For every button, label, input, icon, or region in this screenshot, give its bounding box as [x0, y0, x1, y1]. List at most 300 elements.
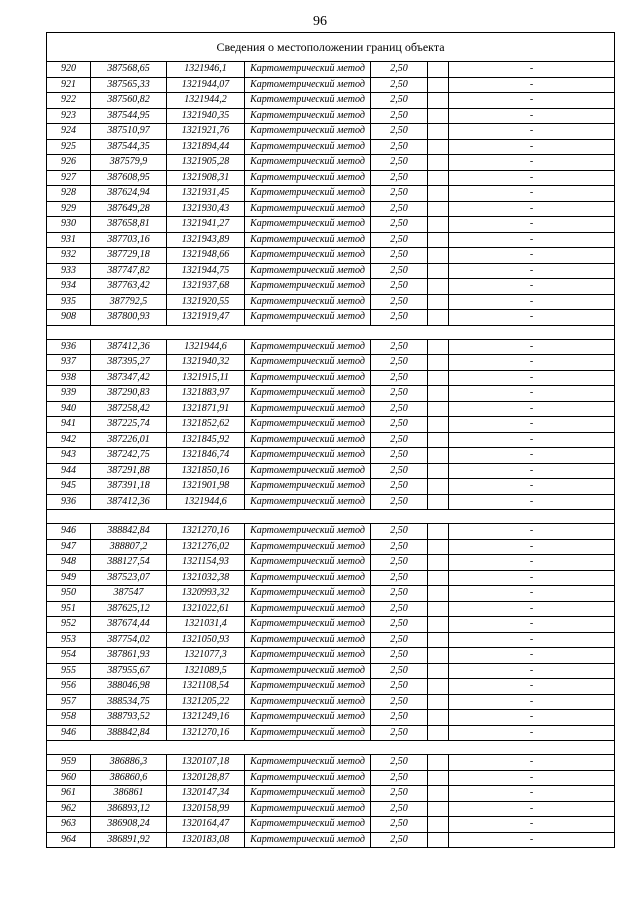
- coord-y: 1321944,75: [167, 264, 245, 279]
- coord-y: 1321937,68: [167, 279, 245, 294]
- precision-cell: 2,50: [371, 633, 428, 648]
- empty-cell: [428, 555, 449, 570]
- method-cell: Картометрический метод: [245, 417, 371, 432]
- point-number: 951: [47, 602, 91, 617]
- method-cell: Картометрический метод: [245, 279, 371, 294]
- coord-x: 386860,6: [91, 771, 167, 786]
- description-cell: -: [529, 402, 534, 414]
- table-row: [47, 571, 614, 587]
- precision-cell: 2,50: [371, 386, 428, 401]
- precision-cell: 2,50: [371, 433, 428, 448]
- method-cell: Картометрический метод: [245, 248, 371, 263]
- precision-cell: 2,50: [371, 402, 428, 417]
- point-number: 933: [47, 264, 91, 279]
- description-cell: -: [529, 63, 534, 74]
- coord-y: 1321908,31: [167, 171, 245, 186]
- description-cell: -: [529, 802, 534, 814]
- coord-x: 387568,65: [91, 62, 167, 77]
- table-row: [47, 464, 614, 480]
- method-cell: Картометрический метод: [245, 695, 371, 710]
- coord-y: 1321850,16: [167, 464, 245, 479]
- coord-y: 1321089,5: [167, 664, 245, 679]
- precision-cell: 2,50: [371, 340, 428, 355]
- precision-cell: 2,50: [371, 540, 428, 555]
- precision-cell: 2,50: [371, 755, 428, 770]
- boundary-table: [46, 32, 615, 848]
- precision-cell: 2,50: [371, 817, 428, 832]
- coord-y: 1321948,66: [167, 248, 245, 263]
- description-cell: -: [529, 233, 534, 245]
- table-row: [47, 586, 614, 602]
- coord-x: 388046,98: [91, 679, 167, 694]
- method-cell: Картометрический метод: [245, 355, 371, 370]
- coord-y: 1321205,22: [167, 695, 245, 710]
- empty-cell: [428, 386, 449, 401]
- table-row: [47, 109, 614, 125]
- coord-y: 1320158,99: [167, 802, 245, 817]
- table-row: [47, 833, 614, 849]
- empty-cell: [428, 109, 449, 124]
- coord-x: 387608,95: [91, 171, 167, 186]
- precision-cell: 2,50: [371, 155, 428, 170]
- empty-cell: [428, 726, 449, 741]
- coord-x: 388793,52: [91, 710, 167, 725]
- description-cell: -: [529, 649, 534, 660]
- method-cell: Картометрический метод: [245, 124, 371, 139]
- table-row: [47, 279, 614, 295]
- coord-x: 387258,42: [91, 402, 167, 417]
- precision-cell: 2,50: [371, 726, 428, 741]
- method-cell: Картометрический метод: [245, 555, 371, 570]
- coord-x: 387565,33: [91, 78, 167, 93]
- description-cell: -: [529, 340, 534, 352]
- coord-x: 386861: [91, 786, 167, 801]
- point-number: 953: [47, 633, 91, 648]
- point-number: 921: [47, 78, 91, 93]
- point-number: 943: [47, 448, 91, 463]
- precision-cell: 2,50: [371, 355, 428, 370]
- description-cell: -: [529, 78, 534, 90]
- point-number: 939: [47, 386, 91, 401]
- method-cell: Картометрический метод: [245, 664, 371, 679]
- precision-cell: 2,50: [371, 571, 428, 586]
- point-number: 946: [47, 726, 91, 741]
- table-row: [47, 186, 614, 202]
- coord-x: 387391,18: [91, 479, 167, 494]
- empty-cell: [428, 371, 449, 386]
- empty-cell: [428, 464, 449, 479]
- precision-cell: 2,50: [371, 586, 428, 601]
- description-cell: -: [529, 433, 534, 445]
- method-cell: Картометрический метод: [245, 648, 371, 663]
- point-number: 927: [47, 171, 91, 186]
- method-cell: Картометрический метод: [245, 571, 371, 586]
- group-separator: [47, 510, 614, 524]
- table-row: [47, 124, 614, 140]
- coord-y: 1321845,92: [167, 433, 245, 448]
- precision-cell: 2,50: [371, 202, 428, 217]
- precision-cell: 2,50: [371, 78, 428, 93]
- coord-x: 386891,92: [91, 833, 167, 848]
- coord-x: 388842,84: [91, 524, 167, 539]
- empty-cell: [428, 710, 449, 725]
- precision-cell: 2,50: [371, 802, 428, 817]
- method-cell: Картометрический метод: [245, 540, 371, 555]
- method-cell: Картометрический метод: [245, 586, 371, 601]
- table-row: [47, 755, 614, 771]
- coord-x: 387544,95: [91, 109, 167, 124]
- precision-cell: 2,50: [371, 310, 428, 325]
- coord-x: 387658,81: [91, 217, 167, 232]
- description-cell: -: [529, 140, 534, 152]
- coord-x: 387291,88: [91, 464, 167, 479]
- description-cell: -: [529, 187, 534, 198]
- coord-y: 1321883,97: [167, 386, 245, 401]
- point-number: 930: [47, 217, 91, 232]
- method-cell: Картометрический метод: [245, 433, 371, 448]
- method-cell: Картометрический метод: [245, 264, 371, 279]
- point-number: 948: [47, 555, 91, 570]
- precision-cell: 2,50: [371, 93, 428, 108]
- point-number: 908: [47, 310, 91, 325]
- precision-cell: 2,50: [371, 279, 428, 294]
- point-number: 938: [47, 371, 91, 386]
- point-number: 964: [47, 833, 91, 848]
- coord-y: 1321154,93: [167, 555, 245, 570]
- method-cell: Картометрический метод: [245, 679, 371, 694]
- table-row: [47, 78, 614, 94]
- description-cell: -: [529, 618, 534, 629]
- description-cell: -: [529, 695, 534, 707]
- table-row: [47, 264, 614, 280]
- method-cell: Картометрический метод: [245, 186, 371, 201]
- method-cell: Картометрический метод: [245, 755, 371, 770]
- coord-x: 388127,54: [91, 555, 167, 570]
- description-cell: -: [529, 756, 534, 767]
- coord-y: 1321944,2: [167, 93, 245, 108]
- description-cell: -: [529, 202, 534, 214]
- point-number: 929: [47, 202, 91, 217]
- table-row: [47, 802, 614, 818]
- description-cell: -: [529, 680, 534, 691]
- empty-cell: [428, 140, 449, 155]
- coord-x: 387703,16: [91, 233, 167, 248]
- table-row: [47, 202, 614, 218]
- empty-cell: [428, 340, 449, 355]
- empty-cell: [428, 186, 449, 201]
- coord-y: 1320993,32: [167, 586, 245, 601]
- precision-cell: 2,50: [371, 448, 428, 463]
- method-cell: Картометрический метод: [245, 386, 371, 401]
- empty-cell: [428, 755, 449, 770]
- table-row: [47, 433, 614, 449]
- empty-cell: [428, 448, 449, 463]
- coord-x: 387510,97: [91, 124, 167, 139]
- method-cell: Картометрический метод: [245, 155, 371, 170]
- empty-cell: [428, 540, 449, 555]
- table-row: [47, 786, 614, 802]
- description-cell: -: [529, 787, 534, 798]
- precision-cell: 2,50: [371, 524, 428, 539]
- description-cell: -: [529, 495, 534, 507]
- coord-y: 1321940,32: [167, 355, 245, 370]
- empty-cell: [428, 248, 449, 263]
- description-cell: -: [529, 587, 534, 598]
- table-row: [47, 726, 614, 742]
- coord-y: 1321031,4: [167, 617, 245, 632]
- description-cell: -: [529, 556, 534, 567]
- empty-cell: [428, 310, 449, 325]
- point-number: 936: [47, 495, 91, 510]
- empty-cell: [428, 617, 449, 632]
- table-row: [47, 402, 614, 418]
- coord-y: 1320107,18: [167, 755, 245, 770]
- table-row: [47, 371, 614, 387]
- table-row: [47, 648, 614, 664]
- empty-cell: [428, 833, 449, 848]
- description-cell: -: [529, 602, 534, 614]
- table-row: [47, 355, 614, 371]
- precision-cell: 2,50: [371, 771, 428, 786]
- coord-x: 387955,67: [91, 664, 167, 679]
- table-row: [47, 633, 614, 649]
- empty-cell: [428, 679, 449, 694]
- table-row: [47, 695, 614, 711]
- point-number: 962: [47, 802, 91, 817]
- description-cell: -: [529, 711, 534, 722]
- empty-cell: [428, 817, 449, 832]
- empty-cell: [428, 479, 449, 494]
- precision-cell: 2,50: [371, 710, 428, 725]
- empty-cell: [428, 355, 449, 370]
- coord-y: 1321905,28: [167, 155, 245, 170]
- precision-cell: 2,50: [371, 417, 428, 432]
- coord-x: 387624,94: [91, 186, 167, 201]
- point-number: 920: [47, 62, 91, 77]
- method-cell: Картометрический метод: [245, 62, 371, 77]
- point-number: 946: [47, 524, 91, 539]
- method-cell: Картометрический метод: [245, 448, 371, 463]
- table-row: [47, 448, 614, 464]
- method-cell: Картометрический метод: [245, 633, 371, 648]
- table-row: [47, 771, 614, 787]
- precision-cell: 2,50: [371, 140, 428, 155]
- precision-cell: 2,50: [371, 109, 428, 124]
- method-cell: Картометрический метод: [245, 802, 371, 817]
- description-cell: -: [529, 280, 534, 291]
- table-row: [47, 248, 614, 264]
- coord-y: 1321921,76: [167, 124, 245, 139]
- table-row: [47, 171, 614, 187]
- precision-cell: 2,50: [371, 233, 428, 248]
- precision-cell: 2,50: [371, 62, 428, 77]
- description-cell: -: [529, 295, 534, 307]
- coord-y: 1321276,02: [167, 540, 245, 555]
- coord-y: 1321871,91: [167, 402, 245, 417]
- method-cell: Картометрический метод: [245, 479, 371, 494]
- coord-y: 1321022,61: [167, 602, 245, 617]
- description-cell: -: [529, 833, 534, 845]
- precision-cell: 2,50: [371, 695, 428, 710]
- precision-cell: 2,50: [371, 217, 428, 232]
- empty-cell: [428, 217, 449, 232]
- coord-x: 386908,24: [91, 817, 167, 832]
- coord-x: 387347,42: [91, 371, 167, 386]
- coord-x: 387674,44: [91, 617, 167, 632]
- empty-cell: [428, 124, 449, 139]
- point-number: 958: [47, 710, 91, 725]
- method-cell: Картометрический метод: [245, 233, 371, 248]
- empty-cell: [428, 571, 449, 586]
- precision-cell: 2,50: [371, 186, 428, 201]
- method-cell: Картометрический метод: [245, 310, 371, 325]
- empty-cell: [428, 62, 449, 77]
- precision-cell: 2,50: [371, 171, 428, 186]
- coord-y: 1321941,27: [167, 217, 245, 232]
- table-row: [47, 479, 614, 495]
- table-row: [47, 817, 614, 833]
- point-number: 926: [47, 155, 91, 170]
- coord-y: 1321050,93: [167, 633, 245, 648]
- table-title: Сведения о местоположении границ объекта: [47, 33, 614, 62]
- method-cell: Картометрический метод: [245, 710, 371, 725]
- point-number: 937: [47, 355, 91, 370]
- description-cell: -: [529, 311, 534, 322]
- method-cell: Картометрический метод: [245, 833, 371, 848]
- empty-cell: [428, 786, 449, 801]
- table-row: [47, 679, 614, 695]
- empty-cell: [428, 633, 449, 648]
- table-row: [47, 602, 614, 618]
- group-separator: [47, 326, 614, 340]
- description-cell: -: [529, 249, 534, 260]
- point-number: 925: [47, 140, 91, 155]
- table-row: [47, 524, 614, 540]
- empty-cell: [428, 402, 449, 417]
- description-cell: -: [529, 633, 534, 645]
- coord-y: 1321270,16: [167, 524, 245, 539]
- point-number: 931: [47, 233, 91, 248]
- coord-x: 387579,9: [91, 155, 167, 170]
- table-row: [47, 617, 614, 633]
- point-number: 924: [47, 124, 91, 139]
- method-cell: Картометрический метод: [245, 786, 371, 801]
- empty-cell: [428, 279, 449, 294]
- coord-y: 1321032,38: [167, 571, 245, 586]
- empty-cell: [428, 233, 449, 248]
- point-number: 944: [47, 464, 91, 479]
- method-cell: Картометрический метод: [245, 217, 371, 232]
- table-row: [47, 155, 614, 171]
- coord-y: 1320164,47: [167, 817, 245, 832]
- method-cell: Картометрический метод: [245, 771, 371, 786]
- description-cell: -: [529, 171, 534, 183]
- empty-cell: [428, 495, 449, 510]
- coord-x: 387763,42: [91, 279, 167, 294]
- description-cell: -: [529, 356, 534, 367]
- precision-cell: 2,50: [371, 602, 428, 617]
- empty-cell: [428, 524, 449, 539]
- table-body: [47, 62, 614, 848]
- point-number: 935: [47, 295, 91, 310]
- precision-cell: 2,50: [371, 295, 428, 310]
- method-cell: Картометрический метод: [245, 78, 371, 93]
- coord-x: 388807,2: [91, 540, 167, 555]
- coord-x: 387792,5: [91, 295, 167, 310]
- precision-cell: 2,50: [371, 555, 428, 570]
- coord-x: 387754,02: [91, 633, 167, 648]
- description-cell: -: [529, 464, 534, 476]
- empty-cell: [428, 78, 449, 93]
- table-row: [47, 417, 614, 433]
- coord-y: 1321944,6: [167, 495, 245, 510]
- point-number: 941: [47, 417, 91, 432]
- coord-x: 387412,36: [91, 340, 167, 355]
- precision-cell: 2,50: [371, 479, 428, 494]
- method-cell: Картометрический метод: [245, 171, 371, 186]
- table-row: [47, 540, 614, 556]
- empty-cell: [428, 295, 449, 310]
- coord-y: 1321077,3: [167, 648, 245, 663]
- point-number: 936: [47, 340, 91, 355]
- coord-x: 387649,28: [91, 202, 167, 217]
- description-cell: -: [529, 387, 534, 398]
- method-cell: Картометрический метод: [245, 617, 371, 632]
- coord-x: 387729,18: [91, 248, 167, 263]
- description-cell: -: [529, 540, 534, 552]
- table-row: [47, 310, 614, 326]
- coord-x: 387523,07: [91, 571, 167, 586]
- point-number: 959: [47, 755, 91, 770]
- empty-cell: [428, 802, 449, 817]
- coord-y: 1321940,35: [167, 109, 245, 124]
- point-number: 922: [47, 93, 91, 108]
- point-number: 956: [47, 679, 91, 694]
- empty-cell: [428, 695, 449, 710]
- empty-cell: [428, 664, 449, 679]
- description-cell: -: [529, 664, 534, 676]
- point-number: 942: [47, 433, 91, 448]
- method-cell: Картометрический метод: [245, 340, 371, 355]
- method-cell: Картометрический метод: [245, 726, 371, 741]
- coord-x: 387412,36: [91, 495, 167, 510]
- method-cell: Картометрический метод: [245, 602, 371, 617]
- coord-x: 388534,75: [91, 695, 167, 710]
- coord-y: 1321944,07: [167, 78, 245, 93]
- coord-x: 387560,82: [91, 93, 167, 108]
- description-cell: -: [529, 156, 534, 167]
- coord-x: 387225,74: [91, 417, 167, 432]
- table-row: [47, 295, 614, 311]
- empty-cell: [428, 771, 449, 786]
- coord-y: 1321270,16: [167, 726, 245, 741]
- description-cell: -: [529, 371, 534, 383]
- method-cell: Картометрический метод: [245, 109, 371, 124]
- point-number: 961: [47, 786, 91, 801]
- description-cell: -: [529, 418, 534, 429]
- coord-x: 387861,93: [91, 648, 167, 663]
- coord-x: 387747,82: [91, 264, 167, 279]
- table-row: [47, 386, 614, 402]
- coord-x: 386886,3: [91, 755, 167, 770]
- table-row: [47, 140, 614, 156]
- method-cell: Картометрический метод: [245, 93, 371, 108]
- empty-cell: [428, 264, 449, 279]
- description-cell: -: [529, 525, 534, 536]
- precision-cell: 2,50: [371, 464, 428, 479]
- point-number: 945: [47, 479, 91, 494]
- description-cell: -: [529, 726, 534, 738]
